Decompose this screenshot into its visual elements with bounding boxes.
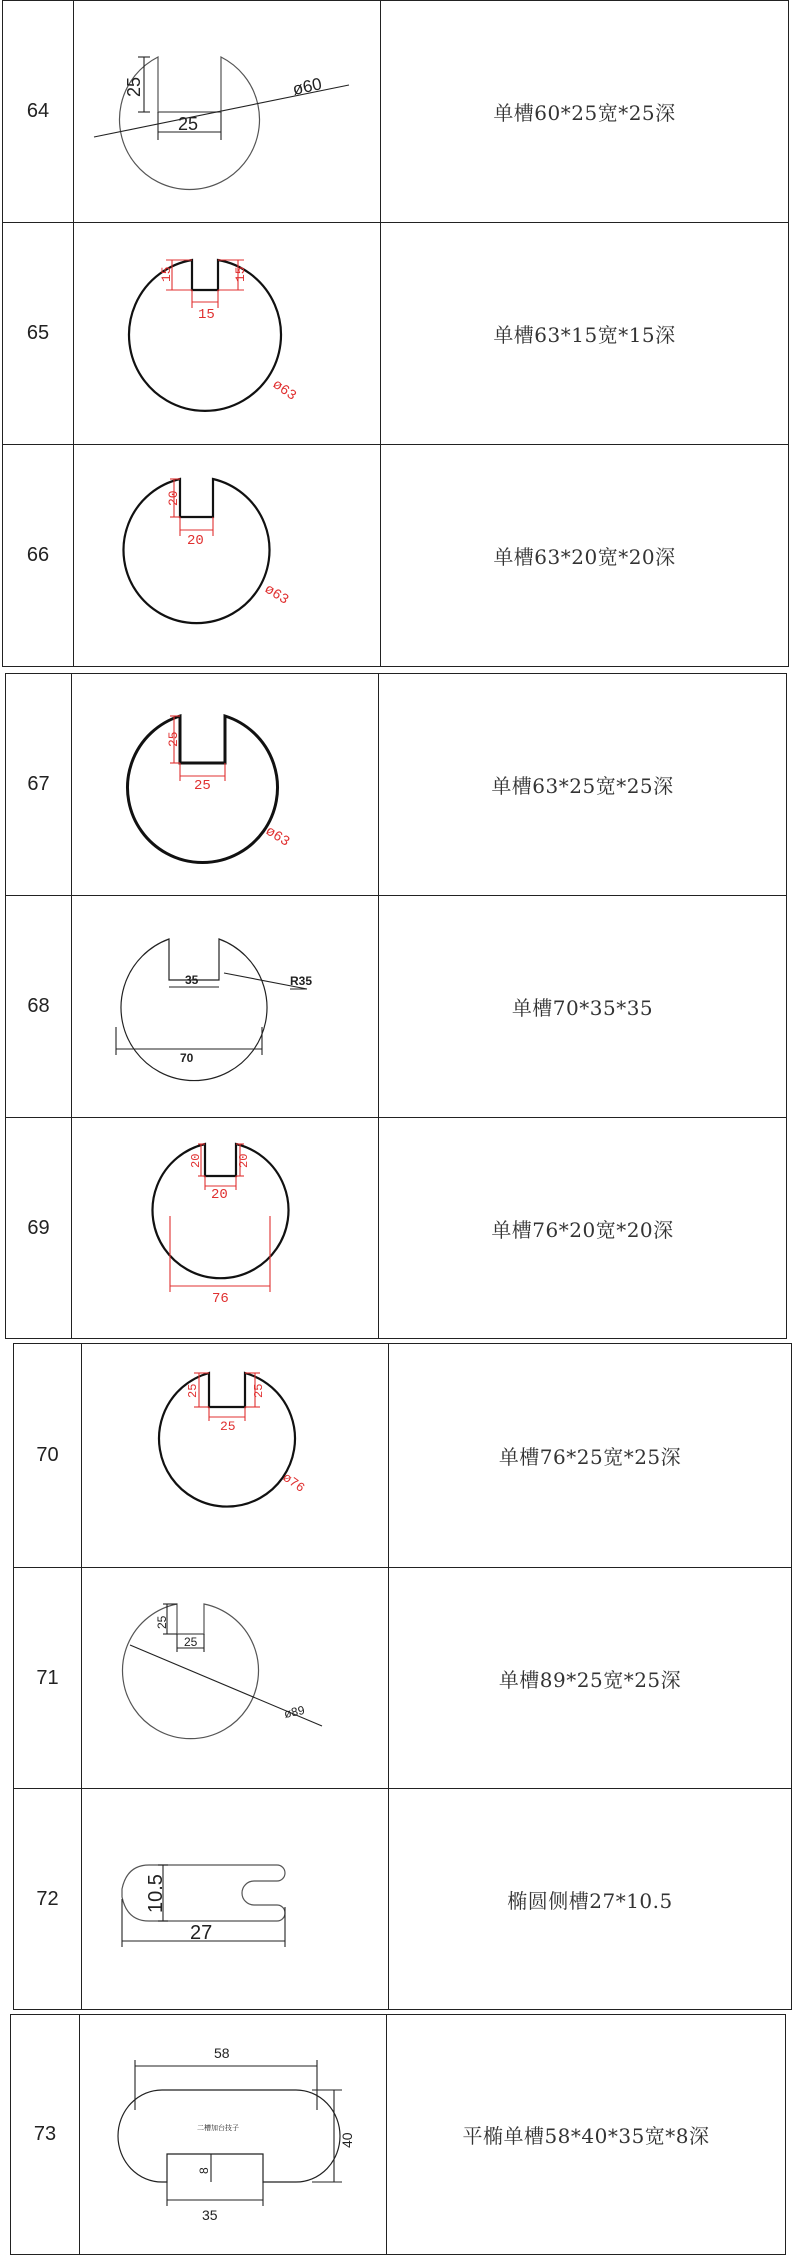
profile-description: 单槽76*20宽*20深 [379,1118,787,1339]
depth-label: 25 [155,1615,169,1629]
radius-label: R35 [290,973,313,988]
depth-right-label: 15 [233,265,248,282]
profile-description: 单槽63*25宽*25深 [379,674,787,896]
diameter-label: ø63 [269,376,299,405]
row-number: 68 [6,896,72,1118]
profile-description: 单槽70*35*35 [379,896,787,1118]
diameter-label: 70 [180,1050,194,1065]
table-row [6,1118,787,1339]
table-row [3,1,789,223]
profile-drawing [74,445,381,667]
depth-label: 20 [166,489,181,506]
row-number: 65 [3,223,74,445]
row-number: 72 [14,1789,82,2010]
width-label: 25 [220,1418,236,1434]
row-number: 66 [3,445,74,667]
diameter-label: ø89 [282,1702,306,1721]
width-label: 25 [178,113,199,134]
bottom-width-label: 35 [202,2206,218,2223]
table-row [11,2015,786,2255]
depth-label: 25 [166,730,181,747]
profile-table-d [10,2014,786,2255]
profile-table-c [13,1343,792,2010]
depth-left-label: 25 [186,1383,200,1398]
top-width-label: 58 [214,2044,230,2061]
profile-drawing [72,1118,379,1339]
profile-drawing [72,896,379,1118]
table-row [14,1789,792,2010]
depth-left-label: 20 [189,1153,203,1168]
row-number: 67 [6,674,72,896]
table-row [3,445,789,667]
profile-table-b [5,673,787,1339]
row-number: 64 [3,1,74,223]
profile-drawing [72,674,379,896]
width-label: 20 [187,532,204,549]
profile-description: 单槽60*25宽*25深 [381,1,789,223]
row-number: 69 [6,1118,72,1339]
width-label: 25 [194,777,211,794]
profile-description: 单槽63*15宽*15深 [381,223,789,445]
table-row [14,1344,792,1568]
diameter-label: 76 [212,1291,229,1307]
table-row [14,1568,792,1789]
depth-left-label: 15 [159,265,174,282]
profile-drawing [74,1,381,223]
width-label: 35 [185,972,199,987]
depth-right-label: 25 [252,1383,266,1398]
length-label: 27 [190,1922,213,1944]
depth-right-label: 20 [237,1153,251,1168]
profile-drawing [80,2015,387,2255]
height-label: 10.5 [145,1874,167,1913]
depth-label: 25 [124,76,144,97]
profile-drawing [82,1568,389,1789]
table-row [3,223,789,445]
width-label: 25 [184,1635,198,1649]
table-row [6,674,787,896]
row-number: 73 [11,2015,80,2255]
row-number: 71 [14,1568,82,1789]
profile-description: 单槽63*20宽*20深 [381,445,789,667]
depth-label: 8 [197,2166,211,2174]
diameter-label: ø63 [261,581,292,609]
drawing-note: 二槽加台技子 [197,2124,239,2132]
table-row [6,896,787,1118]
profile-description: 单槽76*25宽*25深 [389,1344,792,1568]
profile-description: 平椭单槽58*40*35宽*8深 [387,2015,786,2255]
row-number: 70 [14,1344,82,1568]
height-label: 40 [339,2131,355,2148]
diameter-label: ø76 [279,1469,308,1496]
profile-drawing [82,1789,389,2010]
profile-drawing [74,223,381,445]
profile-description: 椭圆侧槽27*10.5 [389,1789,792,2010]
profile-description: 单槽89*25宽*25深 [389,1568,792,1789]
width-label: 15 [198,306,215,323]
profile-table-a [2,0,789,667]
profile-drawing [82,1344,389,1568]
diameter-label: ø63 [262,823,293,851]
width-label: 20 [211,1187,228,1203]
diameter-label: ø60 [290,73,324,99]
